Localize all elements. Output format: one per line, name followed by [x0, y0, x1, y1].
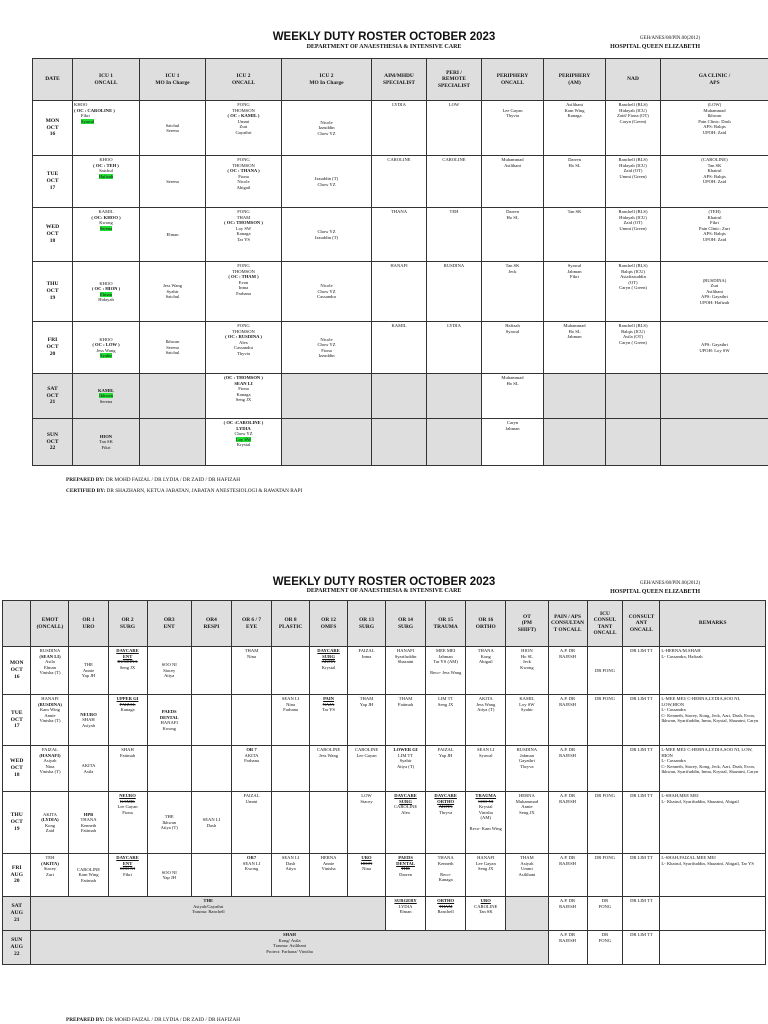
roster2-table: [2, 600, 766, 965]
date-cell: WED OCT 18: [33, 208, 73, 262]
date-cell: TUE OCT 17: [33, 156, 73, 208]
col-header-icu1-oncall: ICU 1 ONCALL: [73, 59, 140, 101]
table-row: THU OCT 19 AKITA (LYDIA) Kong Zaid HPB THANA Kenneth Fatimah NEURO KAMIL Lee Gayan Fiona THE Ikhwan Atiya (T) SEAN LI Dash FAIZAL Ummi LOW Stacey DAYCARE SURG CAROLINE Alex DAYCARE ORTHO AKITA Thryva TRAUMA SOO NI Krystal Vinisha (AM) Reco- Kam Wing HERNA Muhammad Annie Seng JX A.P. DR RAJESH DR FONG DR LIM TT L-SHAH,MEE MEI L- Khairul, Syarifuddin, Shazatni, Abigail: [3, 792, 766, 854]
table-row: MON OCT 16 RUSDINA (SEAN LI) Asila Elman Vinisha (T) THE Annie Yap JH DAYCARE ENT RUSDINA Seng JX SOO NI Stacey Atiya THAM Nina DAYCARE SURG AKITA Krystal FAIZAL Inma HANAFI Syarifuddin Shazatni MEE MEI Jabman Tar YS (AM) Reco- Jess Wang THANA Kong Abigail HION Ho SL Jeck Kwong A.P. DR RAJESH DR FONG DR LIM TT L-HERNA/M.SHAH L- Cassandra, Hafizah: [3, 647, 766, 695]
date-cell: THU OCT 19: [33, 262, 73, 322]
col-header-periphery-am: PERIPHERY (AM): [544, 59, 606, 101]
roster1-title: WEEKLY DUTY ROSTER OCTOBER 2023: [272, 31, 496, 43]
col-header-aim: AIM/MHDU SPECIALIST: [372, 59, 427, 101]
table-row: TUE OCT 17 HANAFI (RUSDINA) Kam Wing Annie Vinisha (T) NEURO SHAH Asiyah UPPER GI FAIZAL Kanaga PAEDS DENTAL HANAFI Kwong SEAN LI Nina Farhana PAIN NAJA Tar YS THAM Yap JH THAM Fatimah LIM TT Seng JX AKITA Jess Wang Atiya (T) KAMIL Loy SW Syahir A.P. DR RAJESH DR FONG DR LIM TT L-MEE MEI/ C-HERNA,LYDIA,SOO NI, LOW,HION L- Cassandra C- Kenneth, Stacey, Kong, Jeck, Azri, Dash, Evon, Ikhwan, Syarifuddin, Inma, Krystal, Shazatni, Caryn: [3, 695, 766, 746]
col-header-icu1-mo: ICU 1 MO In Charge: [140, 59, 206, 101]
date-cell: FRI OCT 20: [33, 322, 73, 374]
date-cell: SUN OCT 22: [33, 419, 73, 466]
table-row: SAT AUG 21 THE Asiyah/Gayathri Trauma: Ranchell SURGERY LYDIA Elman ORTHO THAM Ranchell URO CAROLINE Tan SK A.P. DR RAJESH DR FONG DR LIM TT: [3, 897, 766, 931]
col-header-date: DATE: [33, 59, 73, 101]
col-header-periphery-oncall: PERIPHERY ONCALL: [482, 59, 544, 101]
table-row: THU OCT 19 KHOO ( OC : HION ) Elman Hidayah Jess Wang Syahir Satchul FONG THOMSON ( OC : THAM ) Evon Inma Farhana Nicole Chow YZ Cassandra HANAFI RUSDINA Tan SK Jeck Syawal Jabman Fikri Ranchell (BLS) Balqis (ICU) Asiafizzuddin (OT) Caryn ( Green) (RUSDINA) Zuri Asilihani APS: Gayathri UPOH: Hafizah: [33, 262, 768, 322]
roster2-department: DEPARTMENT OF ANAESTHESIA & INTENSIVE CARE: [306, 588, 462, 594]
roster1-department: DEPARTMENT OF ANAESTHESIA & INTENSIVE CARE: [306, 44, 462, 50]
roster2-prepared-by: PREPARED BY: DR MOHD FAIZAL / DR LYDIA / DR ZAID / DR HAFIZAH: [66, 1017, 241, 1023]
roster2-header-row: EMOT (ONCALL) OR 1 URO OR 2 SURG OR3 ENT OR4 RESPI OR 6 / 7 EYE OR 8 PLASTIC OR 12 OMFS OR 13 SURG OR 14 SURG OR 15 TRAUMA OR 16 ORTHO OT (PM SHIFT) PAIN / APS CONSULTAN T ONCALL ICU CONSUL TANT ONCALL CONSULT ANT ONCALL REMARKS: [3, 601, 766, 647]
table-row: SUN OCT 22 HION Tan SK Fikri ( OC :CAROLINE ) LYDIA Chow YZ Loy SW Krystal Caryn Jabman: [33, 419, 768, 466]
table-row: TUE OCT 17 KHOO ( OC : TEH ) Satchul Hafizah Serena FONG THOMSON ( OC : THANA ) Fiona Nicole Abigail Izzuddin (T) Chow YZ CAROLINE CAROLINE Muhammad Asilihani Darren Ho SL Ranchell (BLS) Hidayah (ICU) Zaid (OT) Ummi (Green) (CAROLINE) Tan SK Khairul APS: Balqis UPOH: Zaid: [33, 156, 768, 208]
roster1-ref-code: GEH/ANES/08/PIN.00(2012): [639, 36, 700, 41]
col-header-icu2-mo: ICU 2 MO In Charge: [282, 59, 372, 101]
table-row: FRI OCT 20 KHOO ( OC : LOW ) Jess Wang Syahir Ikhwan Serena Satchul FONG THOMSON ( OC : RUSDINA ) Alex Cassandra Thyvia Nicole Chow YZ Fiona Izzuddin KAMIL LYDIA Hafizah Syawal Muhammad Ho SL Jabman Ranchell (BLS) Balqis (ICU) Asila (OT) Caryn ( Green) APS: Gayathri UPOH: Loy SW: [33, 322, 768, 374]
roster1-prepared-by: PREPARED BY: DR MOHD FAIZAL / DR LYDIA / DR ZAID / DR HAFIZAH: [66, 477, 241, 483]
date-cell: MON OCT 16: [33, 101, 73, 156]
col-header-nad: NAD: [606, 59, 661, 101]
roster1-certified-by: CERTIFIED BY: DR SHAZHARN, KETUA JABATAN, JABATAN ANESTESIOLOGI & RAWATAN RAPI: [66, 488, 303, 494]
roster1-table: [32, 58, 768, 466]
table-row: MON OCT 16 KHOO ( OC : CAROLINE ) Fikri Syawal Satchul Serena FONG THOMSON ( OC : KAMIL ) Ummi Zuri Gayathri Nicole Izzuddin Chow YZ LYDIA LOW Lee Gayan Thyvia Asilihani Kam Wing Kanaga Ranchell (BLS) Hidayah (ICU) Zaid/ Fiona (OT) Caryn (Green) (LOW) Muhammad Ikhwan Pain Clinic: Dash APS: Balqis UPOH: Zaid: [33, 101, 768, 156]
roster1-header-row: [33, 59, 768, 101]
roster1-hospital: HOSPITAL QUEEN ELIZABETH: [610, 44, 700, 50]
roster2-hospital: HOSPITAL QUEEN ELIZABETH: [610, 589, 700, 595]
roster2-title: WEEKLY DUTY ROSTER OCTOBER 2023: [272, 576, 496, 588]
col-header-icu2-oncall: ICU 2 ONCALL: [206, 59, 282, 101]
table-row: FRI AUG 20 TEH (AKITA) Stacey Zuri CAROLINE Kam Wing Fatimah DAYCARE ENT SOO NI Fikri SOO NI Yap JH OR7 SEAN LI Kwong SEAN LI Dash Atiya HERNA Annie Vinisha URO HION Nina PAEDS DENTAL THE Darren THANA Kenneth Reco- Kanaga HANAFI Lee Gayan Seng JX THAM Asiyah Ummi Asilihani A.P. DR RAJESH DR FONG DR LIM TT L-SHAH,FAIZAL,MEE MEI L- Khairul, Syarifuddin, Shazatni, Abigail, Tar YS: [3, 854, 766, 897]
table-row: WED OCT 18 KAMIL ( OC: KHOO ) Kwong Serena Elman FONG THAM ( OC: THOMSON ) Loy SW Kanaga Tar YS Chow YZ Izzuddin (T) THANA TEH Darren Ho SL Tan SK Ranchell (BLS) Hidayah (ICU) Zaid (OT) Ummi (Green) (TEH) Khairul Fikri Pain Clinic: Zuri APS: Balqis UPOH: Zaid: [33, 208, 768, 262]
table-row: SUN AUG 22 SHAH Kong/ Asila Trauma: Asilihani Protect: Farhana/ Vinisha A.P. DR RAJESH DR FONG DR LIM TT: [3, 931, 766, 965]
table-row: WED OCT 18 FAIZAL (HANAFI) Asiyah Nina Vinisha (T) AKITA Asila SHAH Fatimah OR 7 AKITA Farhana CAROLINE Jess Wang CAROLINE Lee Gayan LOWER GI LIM TT Syahir Atiya (T) FAIZAL Yap JH SEAN LI Syawal RUSDINA Jabman Gayathri Thryva A.P. DR RAJESH DR LIM TT L-MEE MEI/ C-HERNA,LYDIA,SOO NI, LOW, HION L- Cassandra C- Kenneth, Stacey, Kong, Jeck, Azri, Dash, Evon, Ikhwan, Syarifuddin, Inma, Krystal, Shazatni, Caryn: [3, 746, 766, 792]
table-row: SAT OCT 21 KAMIL Ikhwan Serena (OC : THOMSON ) SEAN LI Fiona Kanaga Seng JX Muhammad Ho SL: [33, 374, 768, 419]
col-header-ga-clinic: GA CLINIC / APS: [661, 59, 768, 101]
roster2-ref-code: GEH/ANES/08/PIN.00(2012): [639, 581, 700, 586]
date-cell: SAT OCT 21: [33, 374, 73, 419]
col-header-peri-remote: PERI / REMOTE SPECIALIST: [427, 59, 482, 101]
